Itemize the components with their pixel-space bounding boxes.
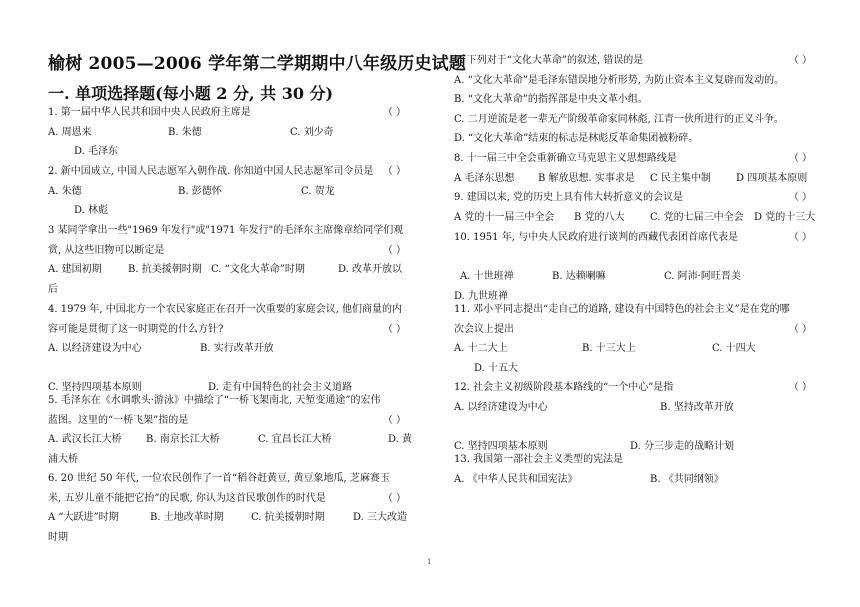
option-b: B. 南京长江大桥 [146,434,220,445]
option-d: D. 分三步走的战略计划 [630,440,735,452]
question-stem: 9. 建国以来, 党的历史上具有伟大转折意义的会议是 [454,192,684,203]
option-c: C. 坚持四项基本原则 [454,440,548,452]
question-5 [48,391,413,469]
answer-paren: （ ） [788,232,812,243]
answer-paren: （ ） [382,166,406,177]
question-stem: 2. 新中国成立, 中国人民志愿军入朝作战. 你知道中国人民志愿军司令员是 [48,166,374,177]
option-d: D. 毛泽东 [74,146,119,157]
option-c: C. 宜昌长江大桥 [258,434,332,445]
option-d: D. 三大改造 [353,512,408,523]
question-stem: 10. 1951 年, 与中央人民政府进行谈判的西藏代表团首席代表是 [454,232,739,243]
option-c: C. 二月逆流是老一辈无产阶级革命家同林彪, 江青一伙所进行的正义斗争。 [454,113,785,125]
option-b: B. 十三大上 [582,343,636,354]
question-1 [48,103,410,162]
option-a: A. 十世班禅 [460,271,514,282]
question-stem-cont: 蓝图。这里的“一桥飞架”指的是 [48,414,189,426]
option-d: D. “文化大革命”结束的标志是林彪反革命集团被粉碎。 [454,133,699,144]
question-6 [48,469,410,547]
option-d: D. 走有中国特色的社会主义道路 [208,382,353,393]
exam-title: 榆树 2005—2006 学年第二学期期中八年级历史试题 [48,54,467,74]
question-stem: 3 某同学拿出一些"1969 年发行"或"1971 年发行"的毛泽东主席像章给同学们观 [48,225,404,236]
option-a: A 党的十一届三中全会 [454,211,555,223]
answer-paren: （ ） [382,244,406,256]
question-stem: 11. 邓小平同志提出“走自己的道路, 建设有中国特色的社会主义”是在党的哪 [454,304,790,315]
answer-paren: （ ） [382,492,406,504]
option-b: B. 达赖喇嘛 [552,271,606,282]
question-stem: 6. 20 世纪 50 年代, 一位农民创作了一首“稻谷赶黄豆, 黄豆象地瓜, 芝麻赛玉 [48,473,390,484]
option-a: A 毛泽东思想 [454,172,515,184]
question-3 [48,221,410,299]
option-a: A. 朱德 [48,185,82,197]
answer-paren: （ ） [788,153,812,164]
option-b: B. 朱德 [168,126,202,138]
option-c: C. 刘少奇 [290,126,334,138]
answer-paren: （ ） [788,382,812,393]
question-11 [454,300,816,378]
option-a: A. 武汉长江大桥 [48,434,122,445]
option-c: C. 党的七届三中全会 [650,211,744,223]
answer-paren: （ ） [382,107,406,118]
question-2 [48,162,410,221]
question-7 [454,51,816,149]
answer-paren: （ ） [382,323,406,335]
option-a: A. 周恩来 [48,126,92,138]
option-d-cont: 后 [48,283,58,295]
option-d-cont: 时期 [48,531,68,543]
option-b: B 党的八大 [574,211,625,223]
option-b: B. 《共同纲领》 [650,473,724,485]
option-c: C. “文化大革命”时期 [211,264,305,275]
question-stem-cont: 次会议上提出 [454,323,514,335]
question-stem: 8. 十一届三中全会重新确立马克思主义思想路线是 [454,153,677,164]
question-13 [454,450,816,489]
option-c: C. 抗美援朝时期 [251,512,325,523]
option-a: A “大跃进”时期 [48,512,119,523]
option-b: B. 彭德怀 [178,185,222,197]
option-c: C. 坚持四项基本原则 [48,382,142,393]
question-12 [454,378,816,456]
option-d: D 四项基本原则 [736,172,808,184]
section-heading: 一. 单项选择题(每小题 2 分, 共 30 分) [48,84,334,103]
option-c: C. 贺龙 [301,185,335,197]
option-b: B. 坚持改革开放 [660,401,734,413]
question-stem: 12. 社会主义初级阶段基本路线的“一个中心”是指 [454,382,674,393]
page-number: 1 [427,558,432,566]
option-c: C. 十四大 [712,343,756,354]
question-stem-cont: 赏, 从这些旧物可以断定是 [48,244,165,256]
option-d: D. 林彪 [74,205,109,216]
question-stem: 5. 毛泽东在《水调歌头·游泳》中描绘了“一桥飞架南北, 天堑变通途”的宏伟 [48,395,381,406]
option-a: A. “文化大革命”是毛泽东错误地分析形势, 为防止资本主义复辟而发动的。 [454,74,785,86]
option-c: C. 阿沛·阿旺晋美 [664,271,741,282]
answer-paren: （ ） [382,414,406,426]
option-b: B. 抗美援朝时期 [128,264,202,275]
question-stem: 4. 1979 年, 中国北方一个农民家庭正在召开一次重要的家庭会议, 他们商量的内 [48,304,403,315]
option-a: A. 十二大上 [454,343,508,354]
answer-paren: （ ） [788,192,812,203]
option-b: B. 实行改革开放 [200,343,274,354]
option-d: D. 改革开放以 [338,264,403,275]
option-b: B. 土地改革时期 [150,512,224,523]
option-c: C 民主集中制 [650,172,711,184]
option-d: D. 十五大 [474,362,519,374]
question-stem: 7. 下列对于“文化大革命”的叙述, 错误的是 [454,55,644,66]
answer-paren: （ ） [788,55,812,66]
question-stem: 13. 我国第一部社会主义类型的宪法是 [454,454,624,465]
question-stem-cont: 容可能是贯彻了这一时期党的什么方针? [48,323,224,335]
question-8 [454,149,816,188]
option-a: A. 以经济建设为中心 [454,401,548,413]
question-10 [454,228,816,306]
question-stem-cont: 米, 五岁儿童不能把它抬”的民歌, 你认为这首民歌创作的时代是 [48,492,326,504]
option-a: A. 《中华人民共和国宪法》 [454,473,578,485]
option-d: D. 黄 [388,434,413,445]
option-a: A. 建国初期 [48,264,102,275]
option-d-cont: 浦大桥 [48,453,78,465]
question-9 [454,188,816,227]
option-b: B. “文化大革命”的指挥部是中央文革小组。 [454,94,648,105]
question-stem: 1. 第一届中华人民共和国中央人民政府主席是 [48,107,251,118]
option-d: D. 九世班禅 [454,290,509,302]
option-d: D 党的十三大 [754,211,816,223]
question-4 [48,300,410,398]
answer-paren: （ ） [788,323,812,335]
option-a: A. 以经济建设为中心 [48,343,142,354]
option-b: B 解放思想. 实事求是 [538,172,635,184]
